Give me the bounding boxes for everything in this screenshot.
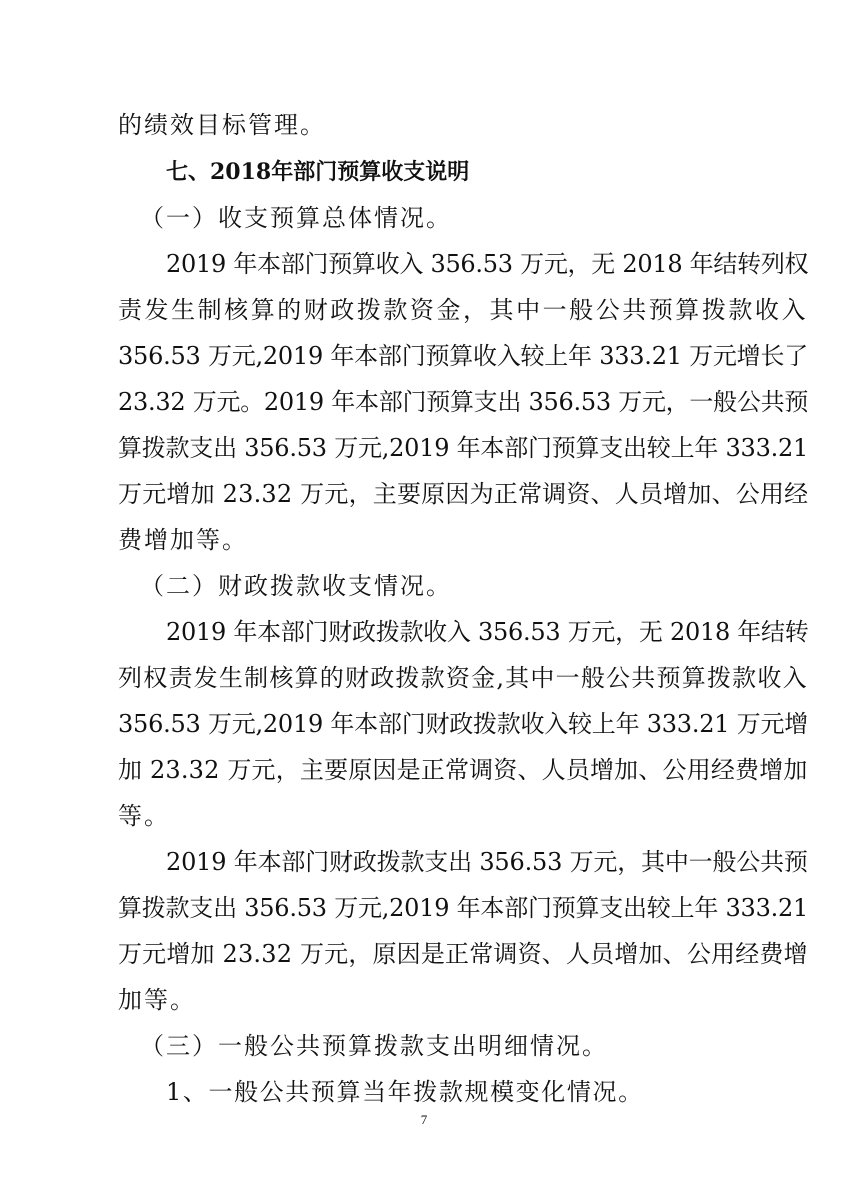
text-line: 1、一般公共预算当年拨款规模变化情况。 [166, 1078, 644, 1106]
text-line: 等。 [118, 802, 170, 830]
subsection-heading-text: （一）收支预算总体情况。 [140, 204, 452, 232]
subsection-heading-text: （二）财政拨款收支情况。 [140, 572, 452, 600]
text-line: 加 23.32 万元，主要原因是正常调资、人员增加、公用经费增加 [118, 756, 808, 784]
text-line: 算拨款支出 356.53 万元,2019 年本部门预算支出较上年 333.21 [118, 434, 809, 462]
text-line: 列权责发生制核算的财政拨款资金,其中一般公共预算拨款收入 [118, 664, 808, 692]
text-line: 责发生制核算的财政拨款资金，其中一般公共预算拨款收入 [118, 296, 808, 324]
text-line: 万元增加 23.32 万元，原因是正常调资、人员增加、公用经费增 [118, 940, 808, 968]
subsection-heading-text: （三）一般公共预算拨款支出明细情况。 [140, 1032, 608, 1060]
text-line: 的绩效目标管理。 [118, 111, 326, 139]
page-number: 7 [420, 1112, 428, 1127]
section-heading-text: 七、2018年部门预算收支说明 [166, 159, 470, 185]
text-line: 2019 年本部门财政拨款支出 356.53 万元，其中一般公共预 [166, 848, 808, 876]
text-line: 费增加等。 [118, 526, 248, 554]
text-line: 23.32 万元。2019 年本部门预算支出 356.53 万元，一般公共预 [118, 388, 809, 416]
text-line: 2019 年本部门预算收入 356.53 万元，无 2018 年结转列权 [166, 250, 809, 278]
text-line: 356.53 万元,2019 年本部门预算收入较上年 333.21 万元增长了 [118, 342, 808, 370]
text-line: 算拨款支出 356.53 万元,2019 年本部门预算支出较上年 333.21 [118, 894, 809, 922]
text-line: 加等。 [118, 986, 196, 1014]
text-line: 356.53 万元,2019 年本部门财政拨款收入较上年 333.21 万元增 [118, 710, 808, 738]
text-line: 万元增加 23.32 万元，主要原因为正常调资、人员增加、公用经 [118, 480, 809, 508]
text-line: 2019 年本部门财政拨款收入 356.53 万元，无 2018 年结转 [166, 618, 809, 646]
